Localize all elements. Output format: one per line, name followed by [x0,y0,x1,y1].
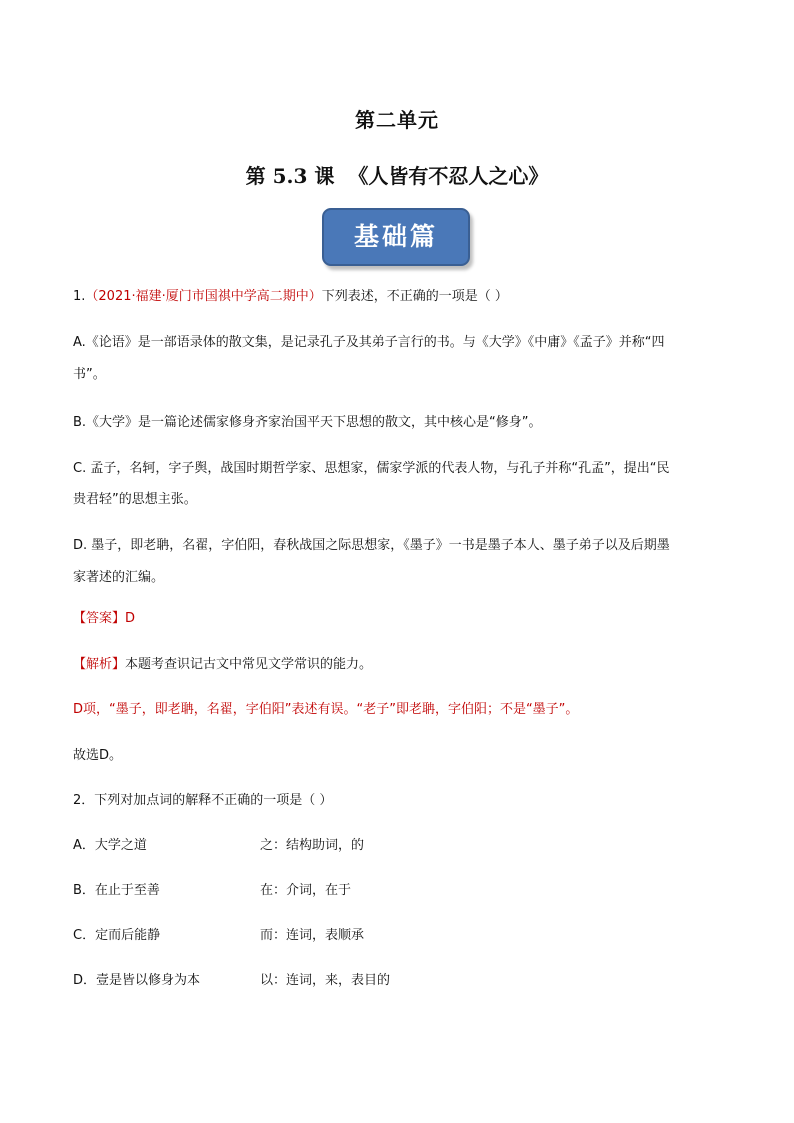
q1-option-b: B.《大学》是一篇论述儒家修身齐家治国平天下思想的散文，其中核心是“修身”。 [73,415,542,430]
q2-stem: 2．下列对加点词的解释不正确的一项是（ ） [73,793,333,808]
q2-option-d-text: D．壹是皆以修身为本 [73,973,201,988]
q1-option-d-line2: 家著述的汇编。 [73,570,165,585]
q2-option-a-gloss: 之：结构助词，的 [260,838,365,853]
q1-conclusion: 故选D。 [73,748,123,763]
q1-option-a-line1: A.《论语》是一部语录体的散文集，是记录孔子及其弟子言行的书。与《大学》《中庸》《孟子》并称“四 [73,335,665,350]
q1-option-c-line1: C. 孟子，名轲，字子舆，战国时期哲学家、思想家，儒家学派的代表人物，与孔子并称“孔孟”，提出“民 [73,461,670,476]
q2-option-a-text: A．大学之道 [73,838,147,853]
analysis-label: 【解析】 [73,657,126,672]
q1-option-c-line2: 贵君轻”的思想主张。 [73,492,197,507]
unit-title: 第二单元 [355,108,439,132]
q2-option-c-gloss: 而：连词，表顺承 [260,928,365,943]
lesson-title: 第 5.3 课 《人皆有不忍人之心》 [245,164,549,188]
q1-answer [73,605,135,633]
q2-option-b-gloss: 在：介词，在于 [260,883,352,898]
q2-option-d [73,967,200,995]
q2-option-d-gloss: 以：连词，来，表目的 [260,973,391,988]
q2-option-c-text: C．定而后能静 [73,928,161,943]
answer-label: 【答案】 [73,611,126,626]
q1-source: （2021·福建·厦门市国祺中学高二期中） [85,289,322,304]
analysis-text: 本题考查识记古文中常见文学常识的能力。 [125,657,373,672]
q1-option-a-line2: 书”。 [73,367,106,382]
q1-stem: 下列表述，不正确的一项是（ ） [321,289,508,304]
q2-option-b [73,877,160,905]
q2-option-c [73,922,160,950]
q2-option-a [73,832,147,860]
answer-value: D [125,611,136,626]
q1-stem-line [73,283,508,311]
q2-option-b-text: B．在止于至善 [73,883,160,898]
section-badge [322,208,472,268]
q1-option-d-line1: D. 墨子，即老聃，名翟，字伯阳，春秋战国之际思想家，《墨子》一书是墨子本人、墨子弟子以及后期墨 [73,538,670,553]
section-badge-label: 基础篇 [322,208,470,266]
q1-analysis-detail: D项，“墨子，即老聃，名翟，字伯阳”表述有误。“老子”即老聃，字伯阳；不是“墨子”。 [73,702,579,717]
q1-number: 1. [73,289,86,304]
q1-analysis [73,651,372,679]
